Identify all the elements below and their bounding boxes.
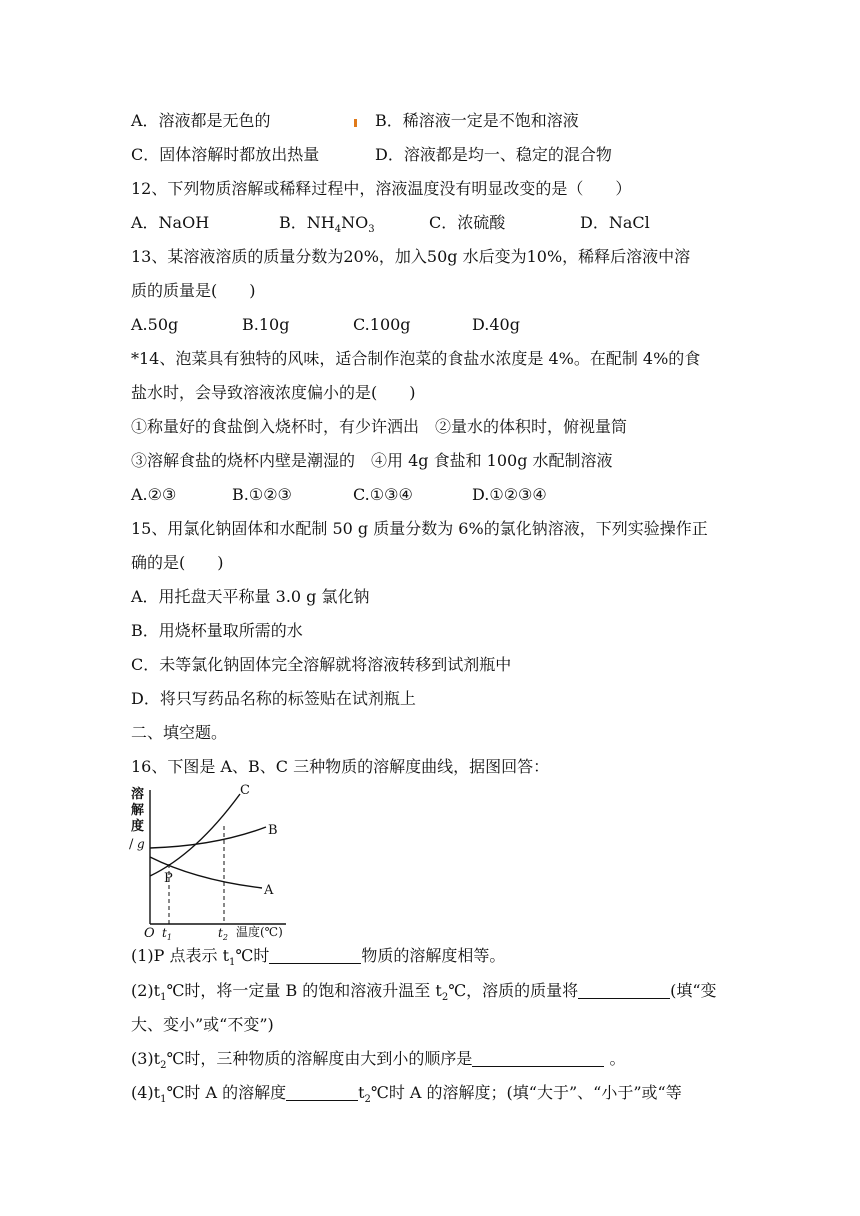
q11-option-d: D．溶液都是均一、稳定的混合物 [375,145,612,164]
q11-row-1 [131,110,579,132]
label-b: B [268,823,278,838]
q11-option-b: B．稀溶液一定是不饱和溶液 [375,111,579,130]
answer-blank-4[interactable] [286,1084,358,1101]
q13-stem-2: 质的质量是( ) [131,281,256,300]
q14-stem-1: *14、泡菜具有独特的风味，适合制作泡菜的食盐水浓度是 4%。在配制 4%的食 [131,349,701,368]
svg-text:g: g [137,837,145,851]
q13-option-c: C.100g [353,315,411,334]
origin-label: O [144,926,155,940]
x-axis-label: 温度(℃) [236,925,283,939]
svg-text:/: / [129,837,134,852]
solubility-chart [126,782,296,940]
answer-blank-1[interactable] [269,947,361,964]
curve-b [150,827,266,848]
q14-option-b: B.①②③ [232,485,292,504]
svg-text:度: 度 [131,819,145,834]
orange-mark [354,119,357,127]
q16-part-4: $(4)t_1℃$时 A 的溶解度 $t_2℃$时 A 的溶解度；(填“大于”、“小于”或“等 [131,1083,682,1106]
q12-option-c: C．浓硫酸 [429,213,506,232]
q14-statement-2: ③溶解食盐的烧杯内壁是潮湿的 ④用 4g 食盐和 100g 水配制溶液 [131,451,613,470]
point-p-label: P [164,871,173,886]
q15-option-a: A．用托盘天平称量 3.0 g 氯化钠 [131,587,370,606]
q13-option-d: D.40g [472,315,520,334]
answer-blank-3[interactable] [472,1050,604,1067]
q13-stem-1: 13、某溶液溶质的质量分数为20%，加入50g 水后变为10%，稀释后溶液中溶 [131,247,691,266]
svg-text:解: 解 [131,803,145,818]
q11-option-c: C．固体溶解时都放出热量 [131,145,320,164]
answer-blank-2[interactable] [578,982,670,999]
tick-t1: $t_1$ [162,926,172,940]
q13-option-b: B.10g [242,315,290,334]
q14-option-a: A.②③ [131,485,177,504]
q16-part-2: $(2)t_1℃$时，将一定量 B 的饱和溶液升温至 $t_2℃$，溶质的质量将 (填“变 [131,981,717,1004]
q14-stem-2: 盐水时，会导致溶液浓度偏小的是( ) [131,383,416,402]
q13-options [131,314,520,336]
label-c: C [240,783,250,798]
q14-option-d: D.①②③④ [472,485,547,504]
q11-option-a: A．溶液都是无色的 [131,111,271,130]
y-axis-label [129,786,145,852]
q13-option-a: A.50g [131,315,179,334]
q12-option-b: B．$NH_4NO_3$ [279,213,375,236]
q15-option-d: D．将只写药品名称的标签贴在试剂瓶上 [131,689,416,708]
q14-options [131,484,547,506]
q12-option-d: D．NaCl [580,213,650,232]
q15-option-c: C．未等氯化钠固体完全溶解就将溶液转移到试剂瓶中 [131,655,512,674]
q14-statement-1: ①称量好的食盐倒入烧杯时，有少许洒出 ②量水的体积时，俯视量筒 [131,417,628,436]
chart-axes [150,790,286,924]
q16-stem: 16、下图是 A、B、C 三种物质的溶解度曲线，据图回答： [131,757,550,776]
q15-stem-1: 15、用氯化钠固体和水配制 50 g 质量分数为 6%的氯化钠溶液，下列实验操作正 [131,519,708,538]
q11-row-2 [131,144,612,166]
q16-part-2-cont: 大、变小”或“不变”) [131,1015,274,1034]
svg-text:溶: 溶 [131,787,145,802]
q15-stem-2: 确的是( ) [131,553,224,572]
q14-option-c: C.①③④ [353,485,413,504]
section-heading: 二、填空题。 [131,723,228,742]
q12-option-a: A．NaOH [131,213,210,232]
q12-options [131,212,650,236]
tick-t2: $t_2$ [218,926,228,940]
q16-part-3: $(3)t_2℃$时，三种物质的溶解度由大到小的顺序是 。 [131,1049,626,1072]
label-a: A [264,883,274,898]
q15-option-b: B．用烧杯量取所需的水 [131,621,303,640]
q12-stem: 12、下列物质溶解或稀释过程中，溶液温度没有明显改变的是（ ） [131,179,632,198]
q16-part-1: (1)P 点表示 $t_1℃$时 物质的溶解度相等。 [131,946,506,969]
